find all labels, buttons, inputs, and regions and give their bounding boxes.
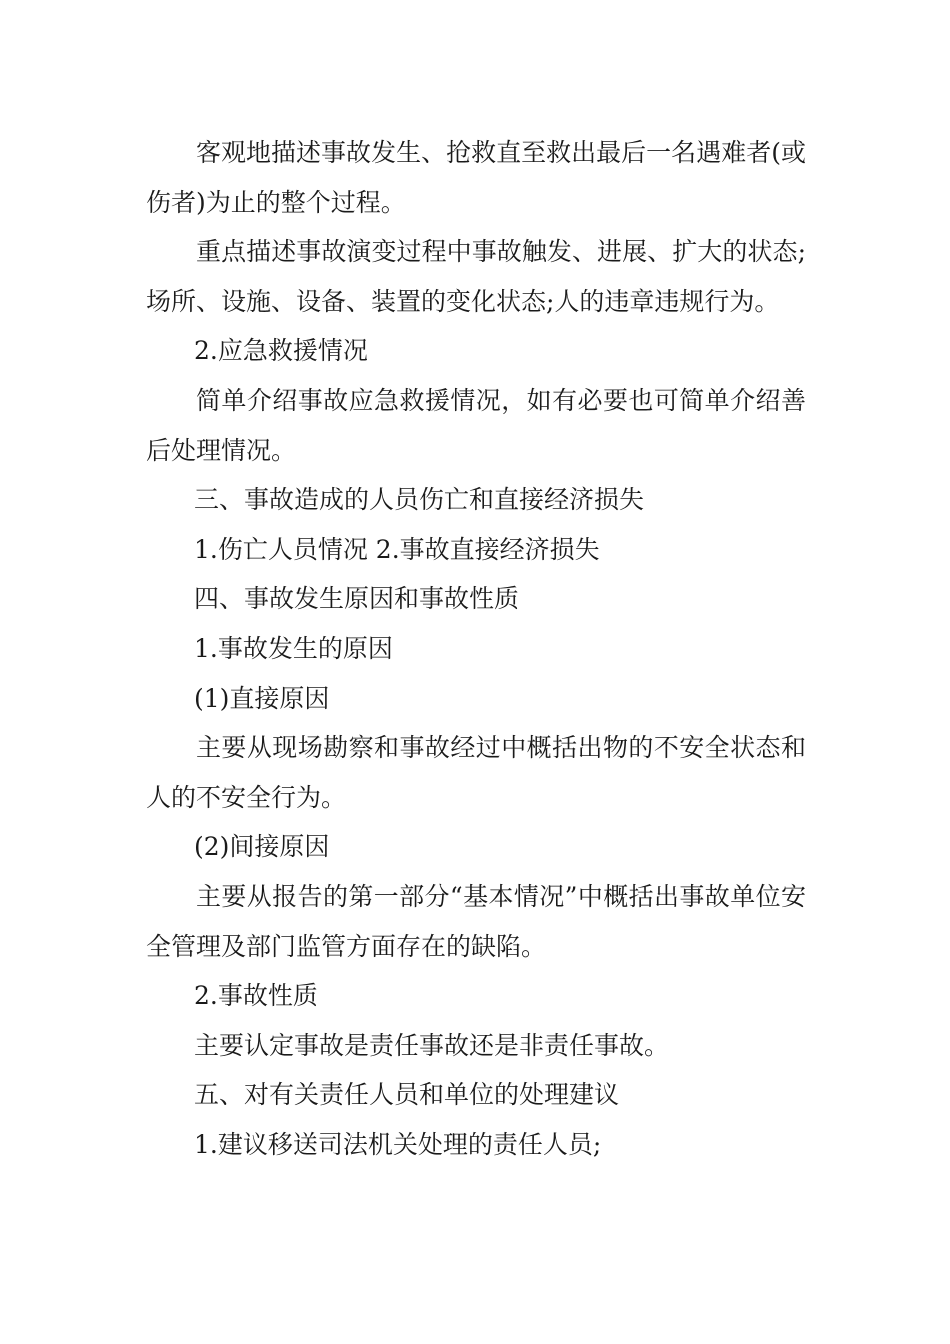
subheading-indirect-cause: (2)间接原因 <box>194 832 330 862</box>
subheading-direct-cause: (1)直接原因 <box>194 683 330 713</box>
paragraph-accident-process: 客观地描述事故发生、抢救直至救出最后一名遇难者(或伤者)为止的整个过程。 <box>146 138 806 217</box>
heading-accident-cause: 1.事故发生的原因 <box>194 633 393 663</box>
paragraph-indirect-cause: 主要从报告的第一部分“基本情况”中概括出事故单位安全管理及部门监管方面存在的缺陷。 <box>146 881 806 961</box>
heading-emergency-rescue: 2.应急救援情况 <box>194 336 368 366</box>
document-body <box>146 128 806 1169</box>
paragraph-accident-nature: 主要认定事故是责任事故还是非责任事故。 <box>194 1030 670 1060</box>
paragraph-direct-cause: 主要从现场勘察和事故经过中概括出物的不安全状态和人的不安全行为。 <box>146 733 806 812</box>
item-judicial-referral: 1.建议移送司法机关处理的责任人员; <box>194 1129 602 1159</box>
heading-casualties-losses: 三、事故造成的人员伤亡和直接经济损失 <box>194 485 645 515</box>
heading-cause-nature: 四、事故发生原因和事故性质 <box>194 584 520 614</box>
paragraph-accident-evolution: 重点描述事故演变过程中事故触发、进展、扩大的状态;场所、设施、设备、装置的变化状态;人的违章违规行为。 <box>146 237 806 316</box>
subheading-casualties-losses: 1.伤亡人员情况 2.事故直接经济损失 <box>194 534 600 564</box>
heading-handling-suggestions: 五、对有关责任人员和单位的处理建议 <box>194 1080 620 1110</box>
paragraph-emergency-rescue: 简单介绍事故应急救援情况，如有必要也可简单介绍善后处理情况。 <box>146 385 806 465</box>
heading-accident-nature: 2.事故性质 <box>194 981 318 1011</box>
